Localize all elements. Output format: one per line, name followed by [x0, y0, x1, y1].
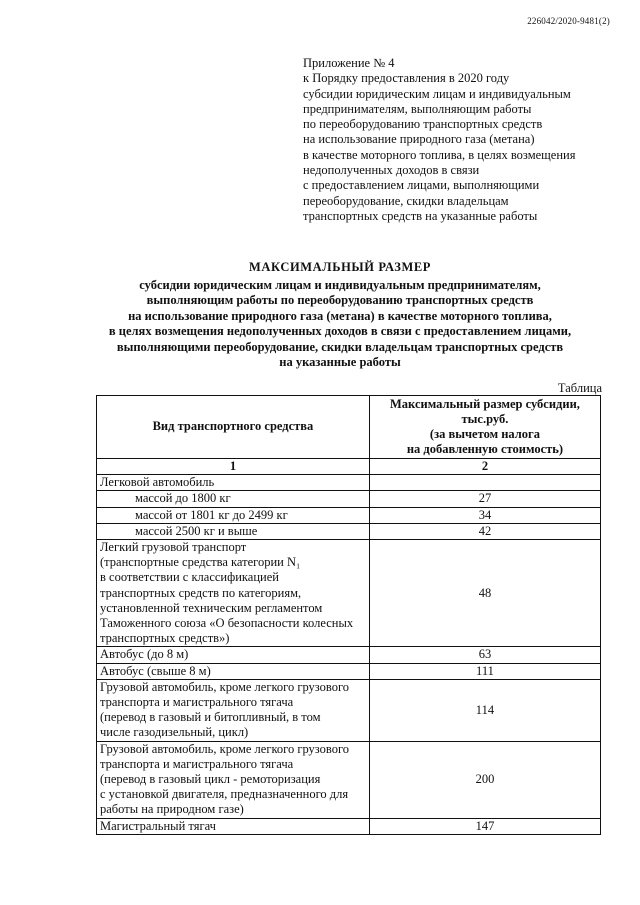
- vehicle-type-line: с установкой двигателя, предназначенного для: [100, 787, 349, 802]
- document-heading: [60, 260, 620, 371]
- vehicle-type-line: Легковой автомобиль: [100, 475, 215, 490]
- subsidy-value-cell: [369, 475, 600, 491]
- vehicle-type-line: (транспортные средства категории N₁: [100, 555, 301, 570]
- table-row: [97, 679, 601, 741]
- table-row: [97, 663, 601, 679]
- vehicle-type-cell: [97, 523, 370, 539]
- table-row: [97, 523, 601, 539]
- header-line: (за вычетом налога: [429, 427, 540, 441]
- appendix-line: недополученных доходов в связи: [303, 163, 480, 178]
- table-row: [97, 507, 601, 523]
- header-max-subsidy: [369, 396, 600, 459]
- subtitle-line: на указанные работы: [279, 355, 401, 369]
- subsidy-value-cell: 63: [369, 647, 600, 663]
- vehicle-type-line: транспорта и магистрального тягача: [100, 756, 294, 771]
- subtitle-line: выполняющим работы по переоборудованию транспортных средств: [146, 293, 534, 307]
- header-line: тыс.руб.: [461, 411, 509, 426]
- column-number-2: 2: [369, 459, 600, 475]
- vehicle-type-line: Грузовой автомобиль, кроме легкого грузового: [100, 741, 350, 756]
- subsidy-value-cell: 34: [369, 507, 600, 523]
- appendix-line: к Порядку предоставления в 2020 году: [303, 71, 510, 86]
- subsidy-table: [96, 395, 601, 835]
- vehicle-type-line: Таможенного союза «О безопасности колесных: [100, 616, 354, 631]
- vehicle-type-line: транспорта и магистрального тягача: [100, 695, 294, 710]
- document-subtitle: [60, 278, 620, 371]
- table-row: [97, 647, 601, 663]
- appendix-block: [303, 56, 603, 224]
- column-number-1: 1: [97, 459, 370, 475]
- appendix-line: Приложение № 4: [303, 56, 395, 70]
- subsidy-value-cell: 42: [369, 523, 600, 539]
- header-vehicle-type: Вид транспортного средства: [97, 396, 370, 459]
- appendix-line: по переоборудованию транспортных средств: [303, 117, 543, 132]
- header-line: Максимальный размер субсидии,: [390, 396, 580, 411]
- vehicle-type-line: (перевод в газовый и битопливный, в том: [100, 710, 321, 725]
- document-title: МАКСИМАЛЬНЫЙ РАЗМЕР: [248, 260, 432, 274]
- vehicle-type-line: Грузовой автомобиль, кроме легкого грузового: [100, 679, 350, 694]
- vehicle-type-cell: [97, 647, 370, 663]
- appendix-line: переоборудование, скидки владельцам: [303, 193, 509, 208]
- subsidy-value-cell: 48: [369, 540, 600, 647]
- appendix-line: с предоставлением лицами, выполняющими: [303, 178, 540, 193]
- subsidy-value-cell: 147: [369, 818, 600, 834]
- table-header-row: [97, 396, 601, 459]
- vehicle-type-cell: [97, 818, 370, 834]
- subsidy-value-cell: 114: [369, 679, 600, 741]
- vehicle-type-cell: [97, 679, 370, 741]
- appendix-line: в качестве моторного топлива, в целях возмещения: [303, 147, 576, 162]
- subtitle-line: в целях возмещения недополученных доходов в связи с предоставлением лицами,: [108, 324, 572, 338]
- subtitle-line: субсидии юридическим лицам и индивидуальным предпринимателям,: [139, 277, 541, 292]
- column-number-row: [97, 459, 601, 475]
- subsidy-value-cell: 27: [369, 491, 600, 507]
- vehicle-type-cell: [97, 663, 370, 679]
- vehicle-type-cell: [97, 491, 370, 507]
- appendix-line: транспортных средств на указанные работы: [303, 208, 538, 223]
- subtitle-line: на использование природного газа (метана) в качестве моторного топлива,: [128, 308, 552, 323]
- table-row: [97, 741, 601, 818]
- vehicle-type-line: работы на природном газе): [100, 802, 244, 817]
- vehicle-type-cell: [97, 475, 370, 491]
- header-line: на добавленную стоимость): [406, 442, 564, 457]
- vehicle-type-line: Магистральный тягач: [100, 818, 216, 833]
- vehicle-type-line: Автобус (до 8 м): [100, 647, 189, 662]
- appendix-line: предпринимателям, выполняющим работы: [303, 101, 532, 116]
- table-row: [97, 491, 601, 507]
- appendix-line: на использование природного газа (метана): [303, 132, 535, 147]
- document-number: 226042/2020-9481(2): [527, 16, 610, 26]
- vehicle-type-line: (перевод в газовый цикл - ремоторизация: [100, 772, 321, 787]
- vehicle-type-cell: [97, 741, 370, 818]
- appendix-line: субсидии юридическим лицам и индивидуальным: [303, 86, 571, 101]
- table-row: [97, 540, 601, 647]
- vehicle-type-line: в соответствии с классификацией: [100, 570, 279, 585]
- vehicle-type-line: Легкий грузовой транспорт: [100, 540, 247, 555]
- subtitle-line: выполняющими переоборудование, скидки владельцам транспортных средств: [116, 339, 564, 354]
- vehicle-type-line: массой до 1800 кг: [135, 491, 231, 506]
- vehicle-type-line: транспортных средств»): [100, 631, 230, 646]
- table-row: [97, 475, 601, 491]
- table-row: [97, 818, 601, 834]
- vehicle-type-line: Автобус (свыше 8 м): [100, 663, 211, 678]
- vehicle-type-cell: [97, 540, 370, 647]
- vehicle-type-line: транспортных средств по категориям,: [100, 585, 302, 600]
- subsidy-value-cell: 111: [369, 663, 600, 679]
- vehicle-type-cell: [97, 507, 370, 523]
- table-label: Таблица: [557, 381, 602, 395]
- vehicle-type-line: массой от 1801 кг до 2499 кг: [135, 507, 288, 522]
- vehicle-type-line: массой 2500 кг и выше: [135, 523, 258, 538]
- vehicle-type-line: числе газодизельный, цикл): [100, 725, 249, 740]
- subsidy-value-cell: 200: [369, 741, 600, 818]
- vehicle-type-line: установленной техническим регламентом: [100, 600, 323, 615]
